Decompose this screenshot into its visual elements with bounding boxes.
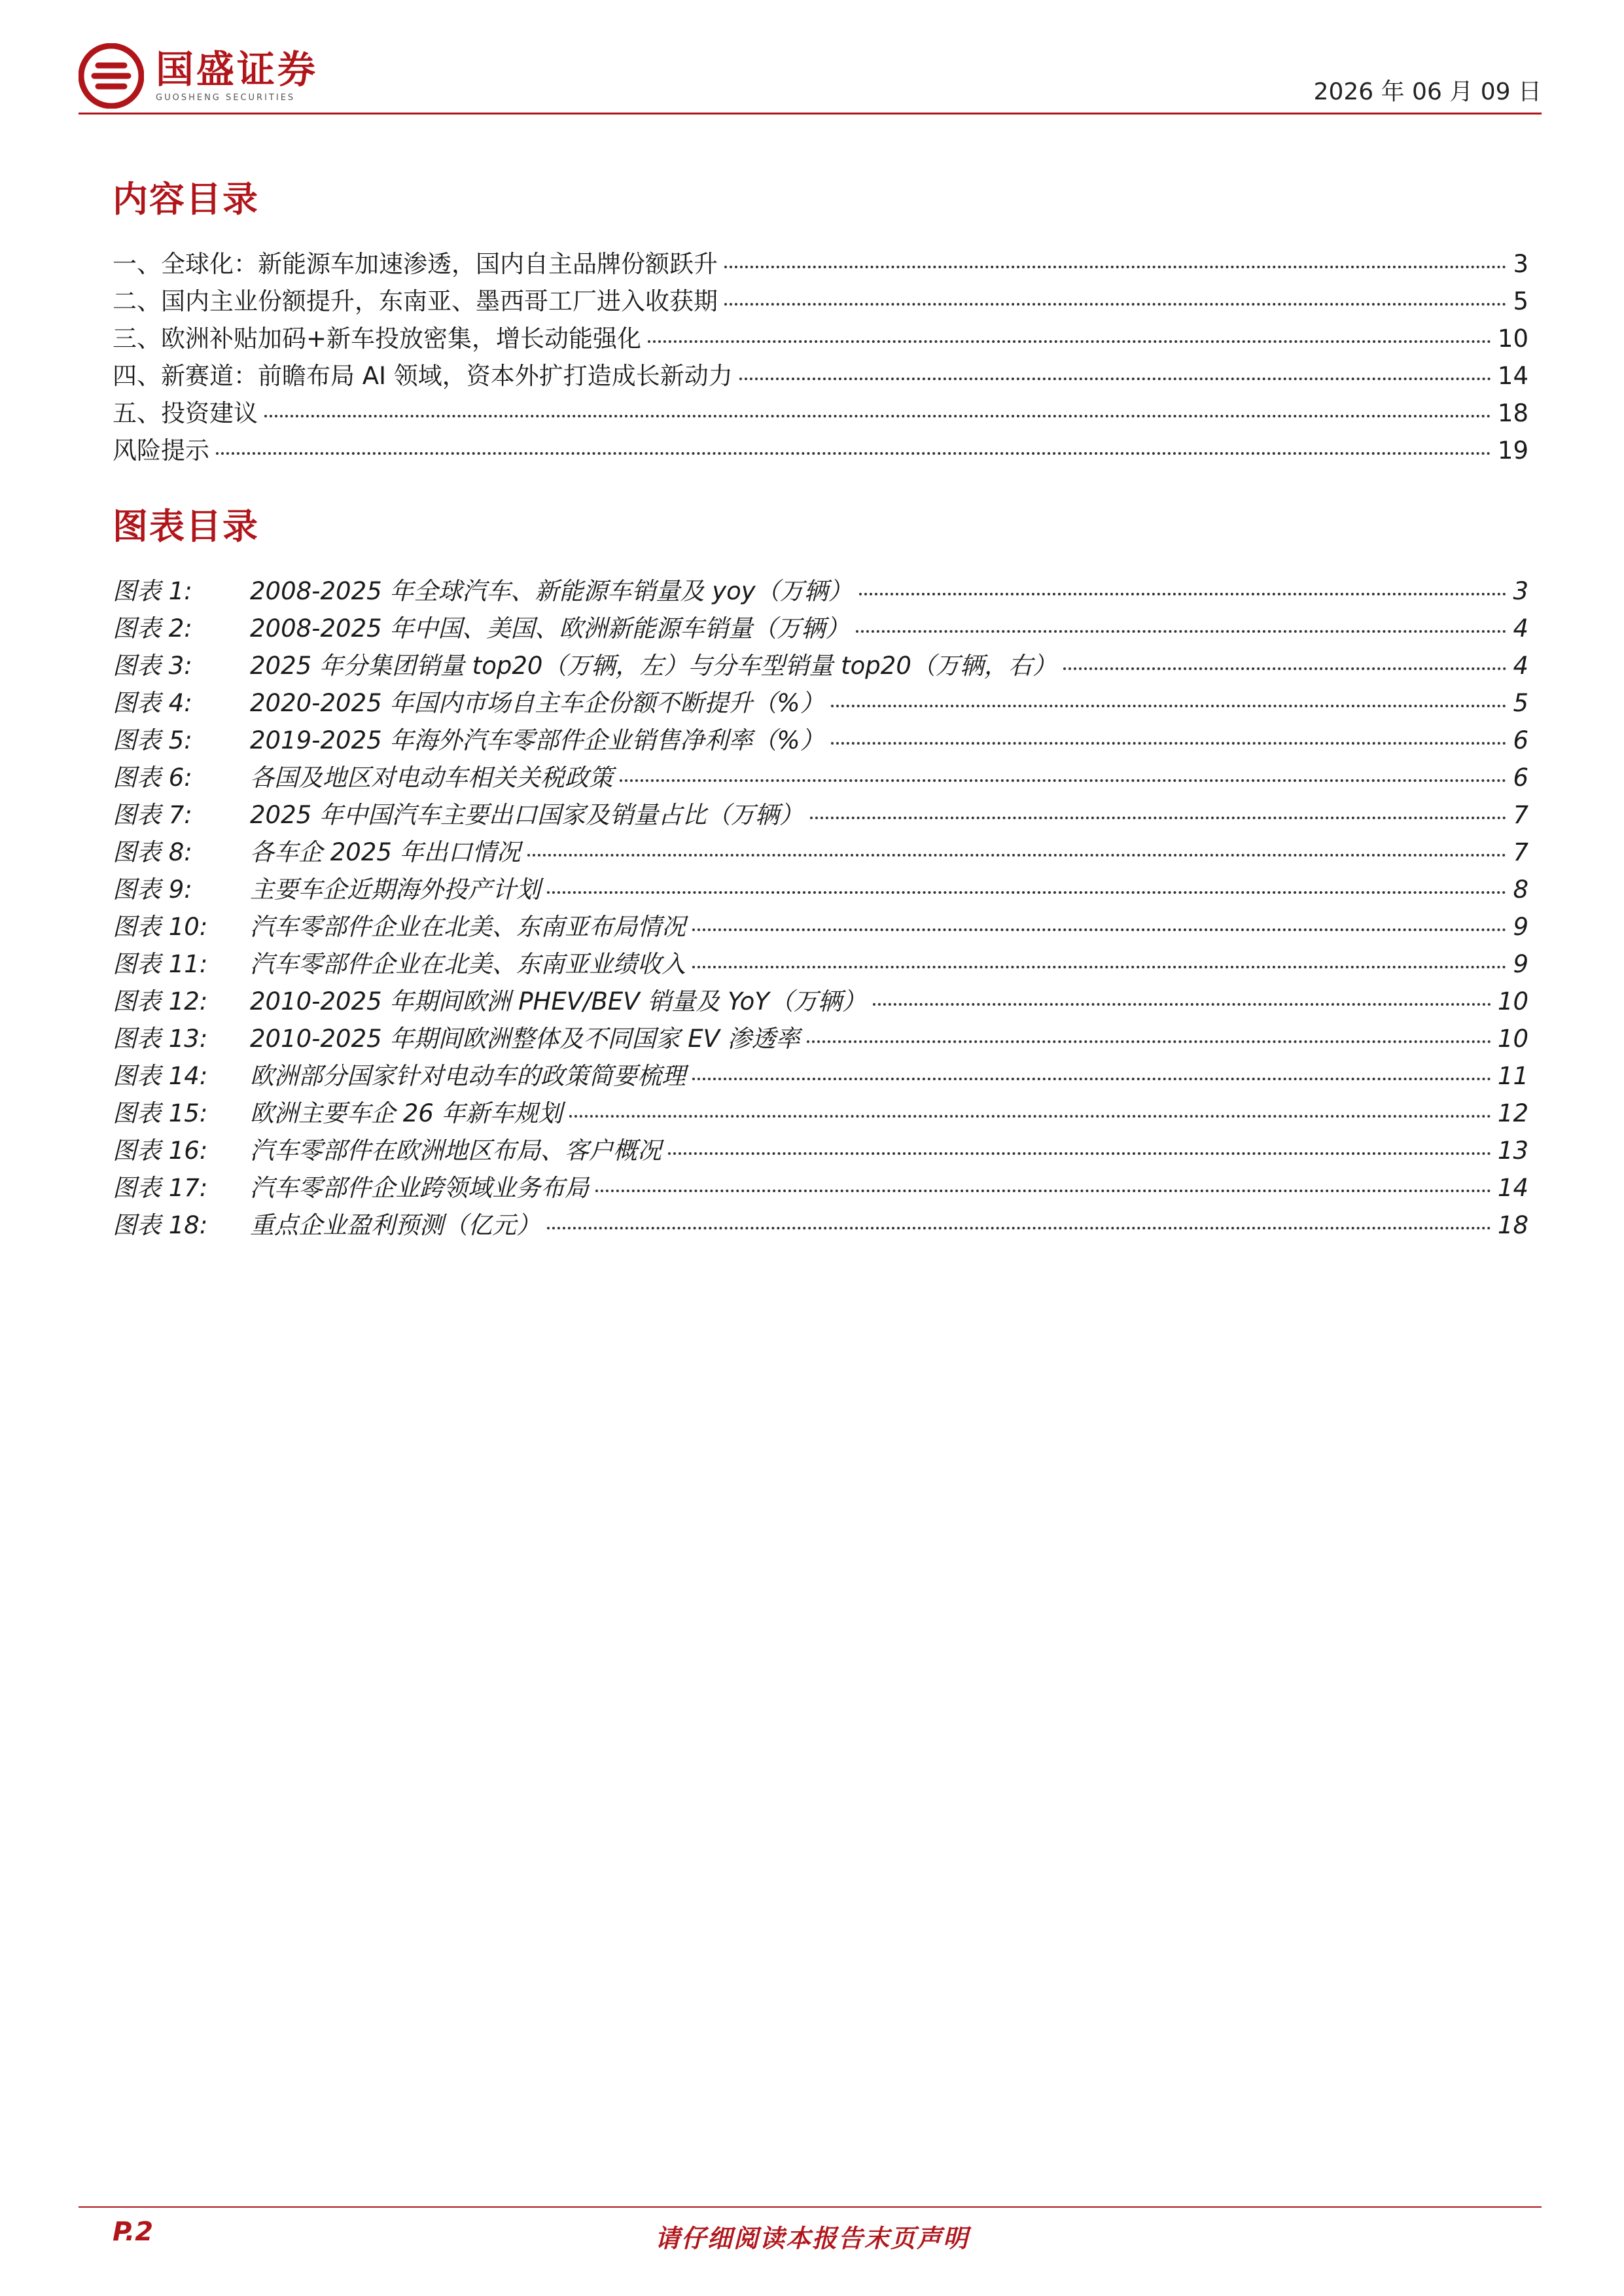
page-number: P.2 bbox=[113, 2217, 154, 2247]
figure-entry[interactable] bbox=[113, 832, 1528, 870]
dot-leader bbox=[692, 928, 1506, 931]
entry-label: 五、投资建议 bbox=[113, 399, 258, 427]
entry-label: 风险提示 bbox=[113, 436, 209, 465]
entry-page-number: 3 bbox=[1513, 250, 1528, 278]
entry-page-number: 10 bbox=[1497, 325, 1528, 353]
entry-label bbox=[113, 795, 810, 830]
figure-entry[interactable] bbox=[113, 795, 1528, 832]
figure-number: 图表 8: bbox=[113, 838, 192, 866]
figure-title: 2020-2025 年国内市场自主车企份额不断提升（%） bbox=[250, 689, 824, 717]
figure-number: 图表 1: bbox=[113, 577, 192, 605]
figure-entry[interactable] bbox=[113, 1093, 1528, 1131]
entry-label: 一、全球化：新能源车加速渗透，国内自主品牌份额跃升 bbox=[113, 250, 718, 278]
figure-number: 图表 13: bbox=[113, 1025, 208, 1053]
entry-page-number: 13 bbox=[1497, 1137, 1528, 1165]
figure-title: 汽车零部件企业跨领域业务布局 bbox=[250, 1174, 589, 1202]
figure-title: 2008-2025 年全球汽车、新能源车销量及 yoy（万辆） bbox=[250, 577, 853, 605]
entry-label bbox=[113, 571, 859, 607]
page-header bbox=[79, 38, 1542, 116]
entry-page-number: 7 bbox=[1513, 838, 1528, 866]
contents-entry[interactable] bbox=[113, 431, 1528, 468]
figure-number: 图表 14: bbox=[113, 1062, 208, 1090]
contents-entry[interactable] bbox=[113, 356, 1528, 393]
figure-title: 主要车企近期海外投产计划 bbox=[250, 875, 540, 904]
figure-number: 图表 7: bbox=[113, 801, 192, 829]
figure-title: 汽车零部件企业在北美、东南亚业绩收入 bbox=[250, 950, 686, 978]
figure-title: 重点企业盈利预测（亿元） bbox=[250, 1211, 540, 1239]
dot-leader bbox=[724, 303, 1506, 306]
entry-page-number: 10 bbox=[1497, 987, 1528, 1016]
figure-number: 图表 9: bbox=[113, 875, 192, 904]
dot-leader bbox=[668, 1152, 1491, 1155]
figure-number: 图表 18: bbox=[113, 1211, 208, 1239]
entry-page-number: 9 bbox=[1513, 950, 1528, 978]
figure-title: 欧洲部分国家针对电动车的政策简要梳理 bbox=[250, 1062, 686, 1090]
entry-label bbox=[113, 646, 1063, 681]
figure-title: 2008-2025 年中国、美国、欧洲新能源车销量（万辆） bbox=[250, 614, 850, 643]
figure-entry[interactable] bbox=[113, 571, 1528, 609]
report-date: 2026 年 06 月 09 日 bbox=[1313, 79, 1542, 105]
figure-entry[interactable] bbox=[113, 720, 1528, 758]
entry-label bbox=[113, 1131, 668, 1166]
entry-label bbox=[113, 1168, 595, 1203]
dot-leader bbox=[739, 378, 1491, 380]
disclaimer-note: 请仔细阅读本报告末页声明 bbox=[654, 2224, 969, 2253]
entry-page-number: 11 bbox=[1497, 1062, 1528, 1090]
figure-entry[interactable] bbox=[113, 1019, 1528, 1056]
dot-leader bbox=[620, 779, 1506, 782]
entry-page-number: 7 bbox=[1513, 801, 1528, 829]
entry-page-number: 3 bbox=[1513, 577, 1528, 605]
figure-title: 2010-2025 年期间欧洲整体及不同国家 EV 渗透率 bbox=[250, 1025, 800, 1053]
entry-page-number: 4 bbox=[1513, 652, 1528, 680]
dot-leader bbox=[873, 1003, 1491, 1006]
entry-page-number: 12 bbox=[1497, 1099, 1528, 1127]
figure-entry[interactable] bbox=[113, 646, 1528, 683]
figure-title: 各车企 2025 年出口情况 bbox=[250, 838, 521, 866]
dot-leader bbox=[856, 630, 1506, 633]
entry-page-number: 6 bbox=[1513, 764, 1528, 792]
entry-label bbox=[113, 683, 831, 718]
entry-page-number: 4 bbox=[1513, 614, 1528, 643]
figure-number: 图表 4: bbox=[113, 689, 192, 717]
entry-label: 三、欧洲补贴加码+新车投放密集，增长动能强化 bbox=[113, 325, 642, 353]
figure-number: 图表 17: bbox=[113, 1174, 208, 1202]
dot-leader bbox=[547, 1227, 1491, 1229]
figure-title: 汽车零部件企业在北美、东南亚布局情况 bbox=[250, 913, 686, 941]
figure-title: 汽车零部件在欧洲地区布局、客户概况 bbox=[250, 1137, 662, 1165]
figure-entry[interactable] bbox=[113, 609, 1528, 646]
figure-number: 图表 2: bbox=[113, 614, 192, 643]
contents-list bbox=[113, 244, 1528, 468]
contents-title: 内容目录 bbox=[113, 179, 259, 220]
figure-number: 图表 11: bbox=[113, 950, 208, 978]
entry-page-number: 10 bbox=[1497, 1025, 1528, 1053]
entry-label bbox=[113, 981, 873, 1017]
figure-entry[interactable] bbox=[113, 907, 1528, 944]
figure-title: 2025 年分集团销量 top20（万辆，左）与分车型销量 top20（万辆，右） bbox=[250, 652, 1057, 680]
dot-leader bbox=[648, 340, 1491, 343]
figure-entry[interactable] bbox=[113, 870, 1528, 907]
dot-leader bbox=[831, 705, 1507, 707]
dot-leader bbox=[859, 593, 1507, 595]
entry-label bbox=[113, 1205, 547, 1241]
entry-page-number: 8 bbox=[1513, 875, 1528, 904]
entry-label bbox=[113, 1056, 692, 1091]
dot-leader bbox=[216, 452, 1491, 455]
figure-entry[interactable] bbox=[113, 1205, 1528, 1243]
figure-number: 图表 5: bbox=[113, 726, 192, 754]
figure-entry[interactable] bbox=[113, 1056, 1528, 1093]
entry-page-number: 9 bbox=[1513, 913, 1528, 941]
contents-entry[interactable] bbox=[113, 281, 1528, 319]
contents-entry[interactable] bbox=[113, 244, 1528, 281]
contents-entry[interactable] bbox=[113, 393, 1528, 431]
entry-page-number: 6 bbox=[1513, 726, 1528, 754]
figures-list bbox=[113, 571, 1528, 1243]
entry-label bbox=[113, 1093, 569, 1129]
figure-entry[interactable] bbox=[113, 758, 1528, 795]
logo-name: 国盛证券 bbox=[156, 46, 319, 92]
figure-title: 欧洲主要车企 26 年新车规划 bbox=[250, 1099, 563, 1127]
company-logo bbox=[79, 43, 318, 109]
figure-number: 图表 12: bbox=[113, 987, 208, 1016]
entry-label bbox=[113, 870, 547, 905]
figure-entry[interactable] bbox=[113, 1168, 1528, 1205]
dot-leader bbox=[692, 1078, 1491, 1080]
entry-page-number: 18 bbox=[1497, 399, 1528, 427]
figure-number: 图表 10: bbox=[113, 913, 208, 941]
dot-leader bbox=[595, 1190, 1491, 1192]
figure-title: 2025 年中国汽车主要出口国家及销量占比（万辆） bbox=[250, 801, 803, 829]
figures-title: 图表目录 bbox=[113, 506, 259, 547]
figure-entry[interactable] bbox=[113, 1131, 1528, 1168]
entry-label bbox=[113, 720, 831, 756]
entry-page-number: 14 bbox=[1497, 362, 1528, 390]
figure-number: 图表 6: bbox=[113, 764, 192, 792]
dot-leader bbox=[692, 966, 1506, 968]
entry-label: 四、新赛道：前瞻布局 AI 领域，资本外扩打造成长新动力 bbox=[113, 362, 733, 390]
dot-leader bbox=[527, 854, 1507, 857]
figure-number: 图表 3: bbox=[113, 652, 192, 680]
logo-icon bbox=[79, 43, 144, 109]
entry-label bbox=[113, 907, 692, 942]
dot-leader bbox=[831, 742, 1507, 745]
figure-number: 图表 15: bbox=[113, 1099, 208, 1127]
entry-page-number: 14 bbox=[1497, 1174, 1528, 1202]
entry-page-number: 5 bbox=[1513, 689, 1528, 717]
figure-entry[interactable] bbox=[113, 683, 1528, 720]
contents-entry[interactable] bbox=[113, 319, 1528, 356]
figure-number: 图表 16: bbox=[113, 1137, 208, 1165]
dot-leader bbox=[807, 1040, 1491, 1043]
footer-divider bbox=[79, 2206, 1542, 2208]
dot-leader bbox=[569, 1115, 1491, 1118]
logo-subtitle: GUOSHENG SECURITIES bbox=[156, 93, 296, 103]
dot-leader bbox=[547, 891, 1506, 894]
entry-label bbox=[113, 1019, 807, 1054]
figure-title: 各国及地区对电动车相关关税政策 bbox=[250, 764, 613, 792]
entry-label bbox=[113, 609, 856, 644]
dot-leader bbox=[724, 266, 1506, 268]
entry-page-number: 18 bbox=[1497, 1211, 1528, 1239]
entry-label bbox=[113, 758, 620, 793]
dot-leader bbox=[264, 415, 1491, 417]
entry-label bbox=[113, 944, 692, 980]
entry-label: 二、国内主业份额提升，东南亚、墨西哥工厂进入收获期 bbox=[113, 287, 718, 315]
entry-page-number: 19 bbox=[1497, 436, 1528, 465]
entry-page-number: 5 bbox=[1513, 287, 1528, 315]
figure-title: 2019-2025 年海外汽车零部件企业销售净利率（%） bbox=[250, 726, 824, 754]
figure-entry[interactable] bbox=[113, 981, 1528, 1019]
header-divider bbox=[79, 113, 1542, 115]
entry-label bbox=[113, 832, 527, 868]
figure-title: 2010-2025 年期间欧洲 PHEV/BEV 销量及 YoY（万辆） bbox=[250, 987, 866, 1016]
dot-leader bbox=[1063, 667, 1507, 670]
dot-leader bbox=[810, 817, 1507, 819]
figure-entry[interactable] bbox=[113, 944, 1528, 981]
